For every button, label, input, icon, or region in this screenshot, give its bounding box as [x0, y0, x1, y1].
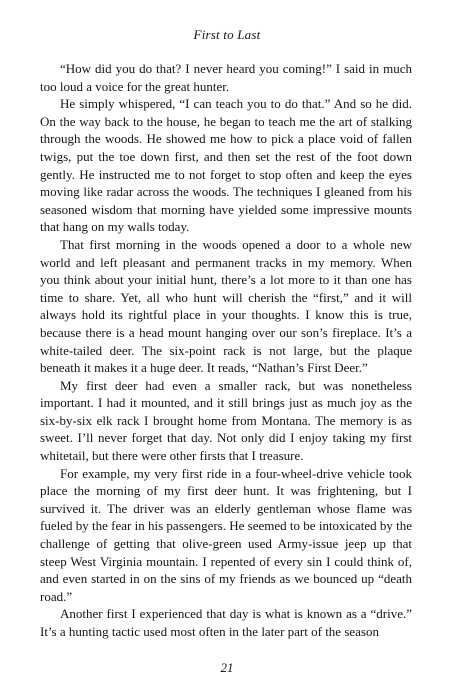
- paragraph: “How did you do that? I never heard you coming!” I said in much too loud a voice for the great hunter.: [40, 61, 412, 94]
- paragraph: For example, my very first ride in a four-wheel-drive vehicle took place the morning of my first deer hunt. It was frightening, but I survived it. The driver was an elderly gentleman whose flame was fueled by the fear in his passengers. He seemed to be intoxicated by the challenge of getting that olive-green used Army-issue jeep up that steep West Virginia mountain. I repented of every sin I could think of, and even started in on the sins of my friends as we bounced up “death road.”: [40, 465, 412, 604]
- body-text: [40, 60, 412, 641]
- paragraph: That first morning in the woods opened a door to a whole new world and left pleasant and permanent tracks in my memory. When you think about your initial hunt, there’s a lot more to it than one has time to share. Yet, all who hunt will cherish the “first,” and it will always hold its rightful place in your thoughts. I know this is true, because there is a head mount hanging over our son’s fireplace. It’s a white-tailed deer. The six-point rack is not large, but the plaque beneath it makes it a huge deer. It reads, “Nathan’s First Deer.”: [40, 236, 412, 376]
- paragraph: He simply whispered, “I can teach you to do that.” And so he did. On the way back to the house, he began to teach me the art of stalking through the woods. He showed me how to pick a place void of fallen twigs, put the toe down first, and then set the rest of the foot down gently. He instructed me to not forget to stop often and keep the eyes moving like radar across the woods. The techniques I gleaned from his seasoned wisdom that morning have yielded some impressive mounts that hang on my walls today.: [40, 96, 412, 235]
- paragraph: Another first I experienced that day is what is known as a “drive.” It’s a hunting tactic used most often in the later part of the season: [40, 606, 412, 639]
- page-number: 21: [220, 660, 234, 675]
- paragraph: My first deer had even a smaller rack, but was nonetheless important. I had it mounted, and it still brings just as much joy as the six-by-six elk rack I brought home from Montana. The memory is as sweet. I’ll never forget that day. Not only did I enjoy taking my first whitetail, but there were other firsts that I treasure.: [40, 377, 412, 464]
- running-head: First to Last: [193, 27, 261, 42]
